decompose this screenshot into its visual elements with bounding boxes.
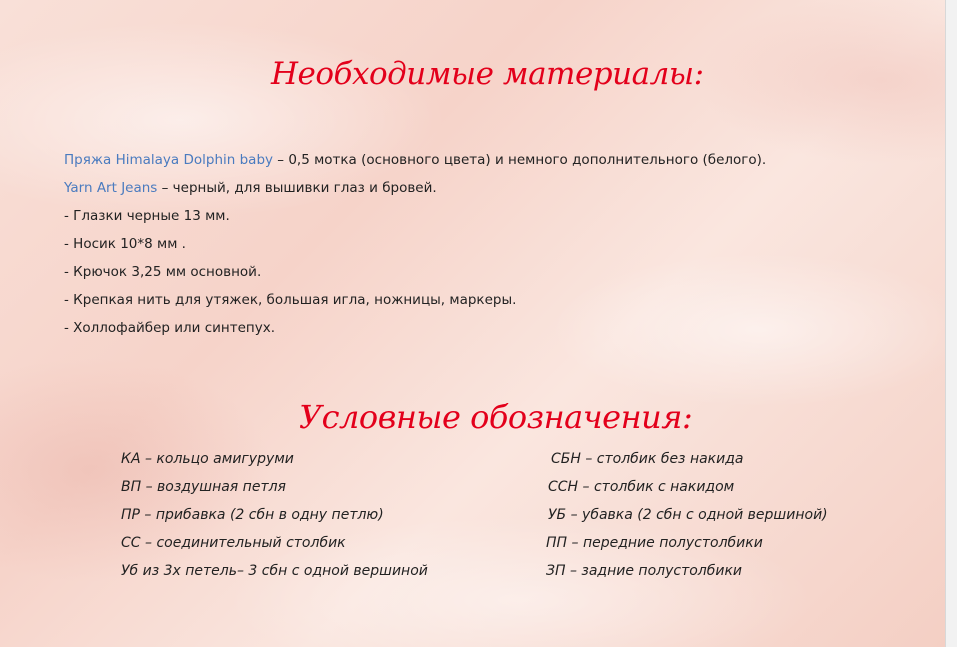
legend-left-item: ВП – воздушная петля (121, 479, 286, 495)
materials-line-yarn2 (64, 180, 437, 196)
yarn-description: – 0,5 мотка (основного цвета) и немного дополнительного (белого). (273, 152, 767, 168)
legend-right-item: СБН – столбик без накида (551, 451, 744, 467)
legend-left-item: ПР – прибавка (2 сбн в одну петлю) (121, 507, 384, 523)
legend-left-item: КА – кольцо амигуруми (121, 451, 294, 467)
legend-right-item: ПП – передние полустолбики (546, 535, 763, 551)
legend-right-item: ССН – столбик с накидом (548, 479, 735, 495)
yarn-description: – черный, для вышивки глаз и бровей. (157, 180, 437, 196)
yarn-name-highlight: Пряжа Himalaya Dolphin baby (64, 152, 273, 168)
materials-item: - Носик 10*8 мм . (64, 236, 186, 252)
materials-item: - Крючок 3,25 мм основной. (64, 264, 262, 280)
legend-right-item: ЗП – задние полустолбики (546, 563, 743, 579)
materials-item: - Глазки черные 13 мм. (64, 208, 230, 224)
materials-item: - Холлофайбер или синтепух. (64, 320, 276, 336)
legend-left-item: Уб из 3х петель– 3 сбн с одной вершиной (121, 563, 428, 579)
yarn-name-highlight: Yarn Art Jeans (64, 180, 158, 196)
materials-item: - Крепкая нить для утяжек, большая игла, ножницы, маркеры. (64, 292, 517, 308)
viewer-scrollbar[interactable] (945, 0, 957, 647)
legend-right-item: УБ – убавка (2 сбн с одной вершиной) (548, 507, 828, 523)
legend-title: Условные обозначения: (299, 398, 693, 436)
materials-line-yarn1 (64, 152, 766, 168)
materials-title: Необходимые материалы: (271, 56, 704, 92)
legend-left-item: СС – соединительный столбик (121, 535, 346, 551)
